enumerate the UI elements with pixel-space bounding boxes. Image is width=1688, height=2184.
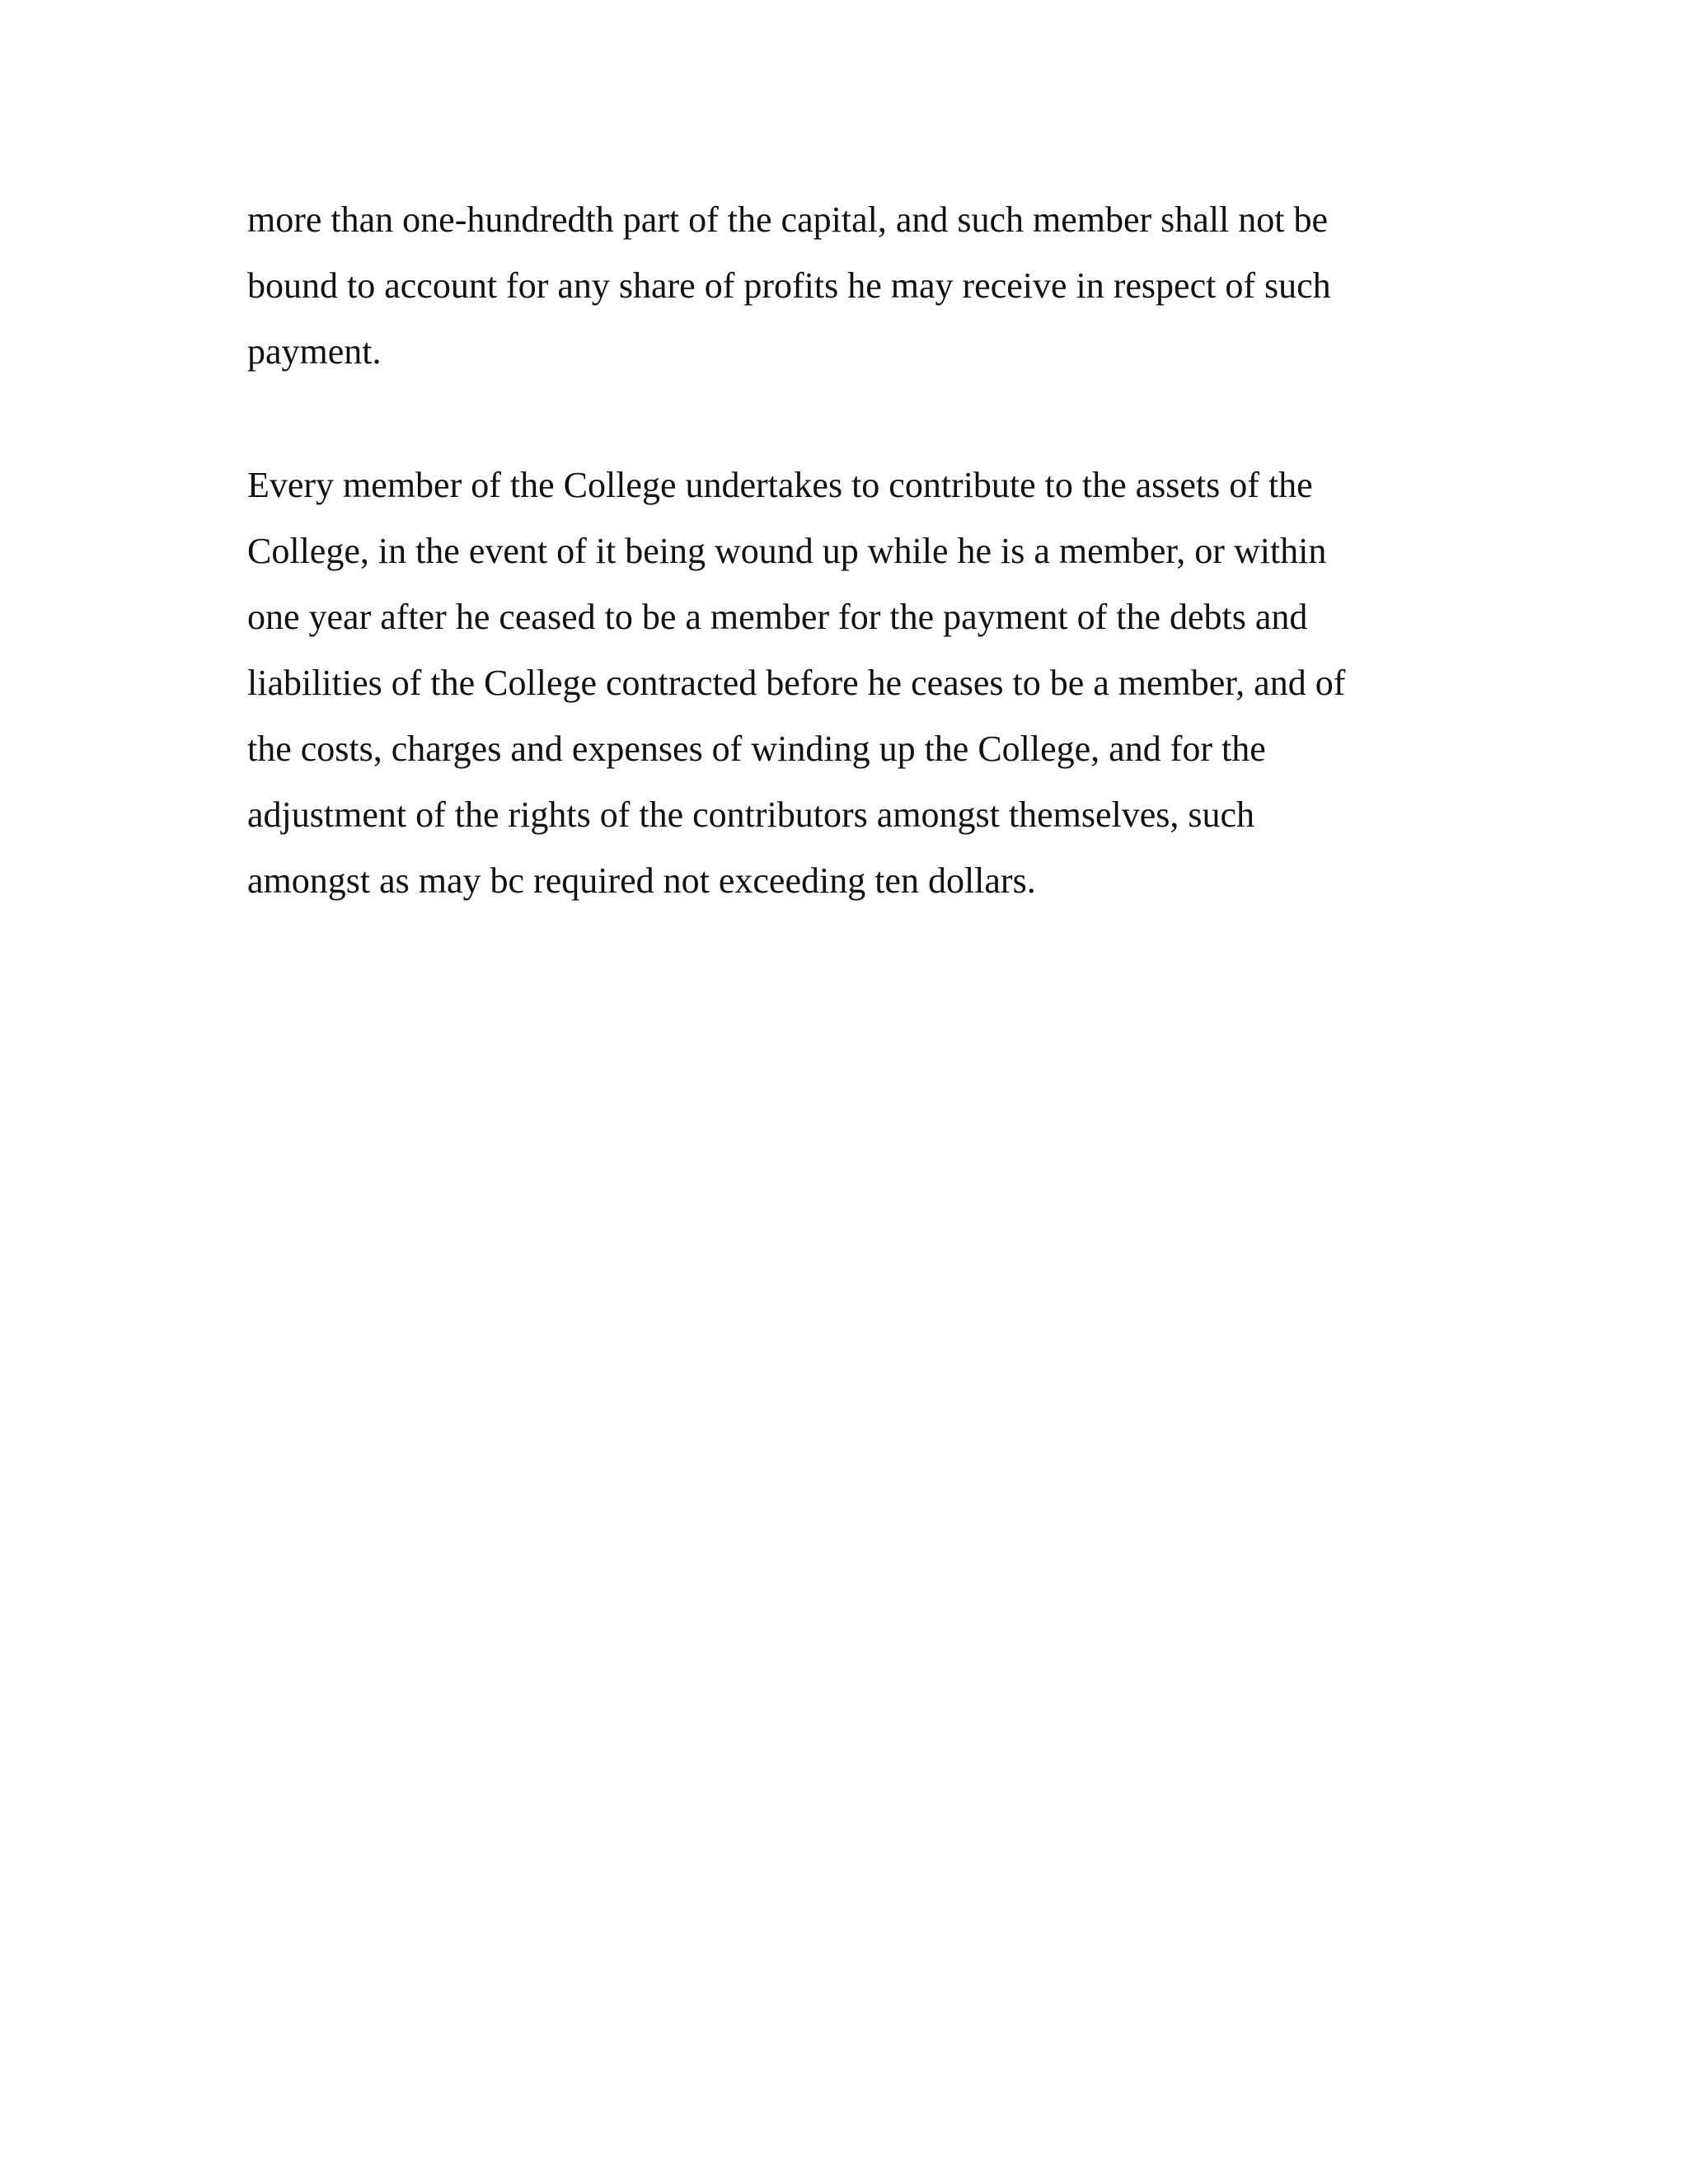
paragraph-2: [247, 452, 1484, 914]
text-line: more than one-hundredth part of the capital, and such member shall not be: [247, 199, 1329, 240]
text-line: Every member of the College undertakes to contribute to the assets of the: [247, 465, 1313, 505]
text-line: payment.: [247, 331, 382, 372]
paragraph-1: [247, 187, 1484, 385]
text-line: one year after he ceased to be a member for the payment of the debts and: [247, 597, 1308, 637]
text-line: the costs, charges and expenses of winding up the College, and for the: [247, 729, 1266, 769]
text-line: adjustment of the rights of the contributors amongst themselves, such: [247, 794, 1255, 835]
text-line: liabilities of the College contracted before he ceases to be a member, and of: [247, 663, 1346, 703]
text-line: amongst as may bc required not exceeding ten dollars.: [247, 860, 1036, 901]
text-line: College, in the event of it being wound up while he is a member, or within: [247, 531, 1327, 571]
text-line: bound to account for any share of profits he may receive in respect of such: [247, 265, 1331, 306]
